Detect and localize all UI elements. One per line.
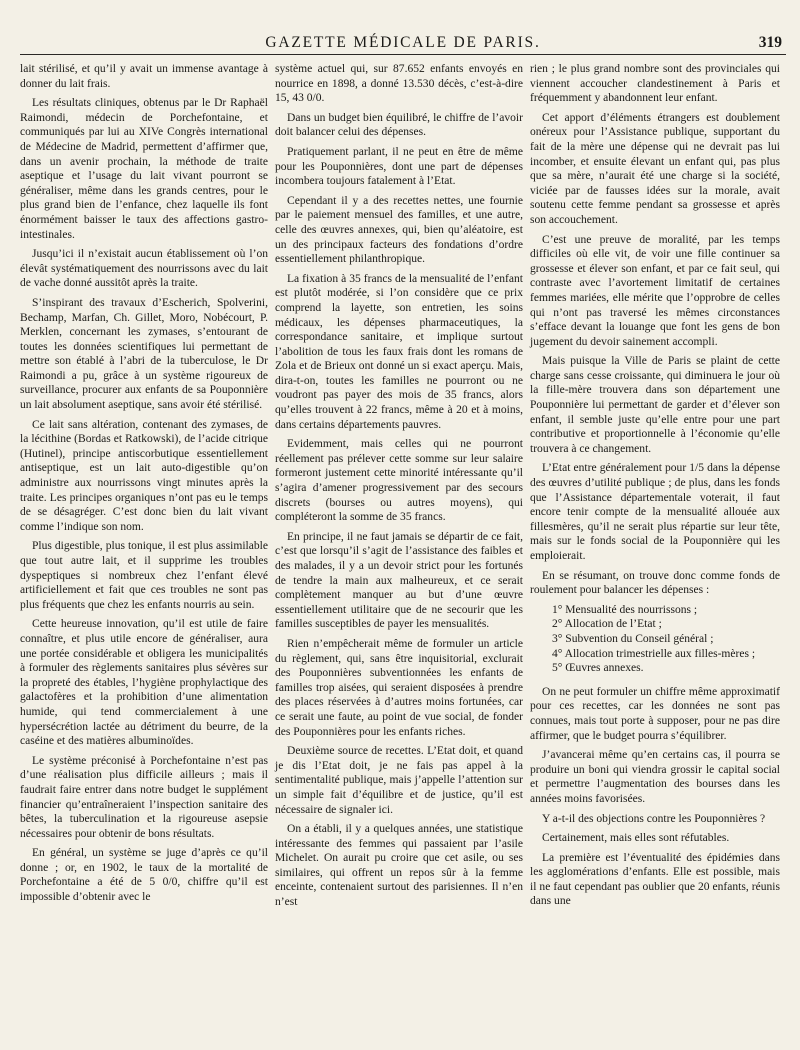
- page-header: [20, 34, 786, 55]
- paragraph: La première est l’éventualité des épidémies dans les agglomérations d’enfants. Elle est possible, mais il ne faut cependant pas oublier que 20 enfants, réunis dans une: [530, 851, 780, 908]
- paragraph: lait stérilisé, et qu’il y avait un immense avantage à donner du lait frais.: [20, 63, 268, 90]
- paragraph: Certainement, mais elles sont réfutables.: [542, 832, 730, 845]
- text-column-2: [275, 62, 523, 915]
- publication-title: GAZETTE MÉDICALE DE PARIS.: [265, 34, 541, 51]
- paragraph: Cette heureuse innovation, qu’il est utile de faire connaître, et plus utile encore de généraliser, aura une portée considérable et obligera les municipalités à formuler des règlements sanitaires plus sévères sur la propreté des étables, l’hygiène prophylactique des galactofères et la prohibition d’une alimentation humide, qui tend commercialement à une hypersécrétion lactée au détriment du beurre, de la caséine et des matières albuminoïdes.: [20, 618, 268, 748]
- paragraph: La fixation à 35 francs de la mensualité de l’enfant est plutôt modérée, si l’on considère que ce prix comprend la layette, son entretien, les soins médicaux, les dépenses pharmaceutiques, la correspondance sanitaire, et implique surtout l’abolition de tous les faux frais dont les romans de Zola et de Brieux ont donné un si exact aperçu. Mais, dira-t-on, toutes les familles ne pourront ou ne voudront pas payer des mois de 35 francs, alors qu’elles trouvent à 22 francs, même à 20 et à moins, dans certains départements pauvres.: [275, 272, 523, 431]
- paragraph: Jusqu’ici il n’existait aucun établissement où l’on élevât systématiquement des nourrissons avec du lait de vache donné aussitôt après la traite.: [20, 248, 268, 290]
- paragraph: Evidemment, mais celles qui ne pourront réellement pas prélever cette somme sur leur salaire formeront justement cette minorité intéressante qu’il s’agira d’amener progressivement par des secours discrets (bourses ou autres moyens), qui compléteront la somme de 35 francs.: [275, 438, 523, 524]
- paragraph: Deuxième source de recettes. L’Etat doit, et quand je dis l’Etat doit, je ne fais pas appel à la sentimentalité publique, mais j’appelle l’attention sur un simple fait d’équilibre et de justice, qu’il est nécessaire de signaler ici.: [275, 745, 523, 816]
- revenue-sources-list: [530, 603, 780, 676]
- paragraph: Les résultats cliniques, obtenus par le Dr Raphaël Raimondi, médecin de Porchefontaine, et communiqués par lui au XIVe Congrès international de Médecine de Madrid, permettent d’affirmer que, dans un avenir prochain, la méthode de traite aseptique et l’usage du lait vivant pourront se généraliser, même dans les grands centres, pour le plus grand bien de l’enfance, chez laquelle ils font énormément baisser le taux des affections gastro-intestinales.: [20, 97, 268, 241]
- text-column-3: [530, 62, 780, 914]
- paragraph: Ce lait sans altération, contenant des zymases, de la lécithine (Bordas et Ratkowski), de l’acide citrique (Hutinel), principe antiscorbutique essentiellement antiseptique, est un lait auto-digestible qu’on administre aux nourrissons vingt minutes après la traite. Les principes organiques n’ont pas eu le temps de se désagréger. C’est donc bien du lait vivant comme l’indique son nom.: [20, 418, 268, 533]
- paragraph: Y a-t-il des objections contre les Pouponnières ?: [542, 812, 766, 825]
- paragraph: En principe, il ne faut jamais se départir de ce fait, c’est que lorsqu’il s’agit de l’assistance des faibles et des malades, il y a un devoir strict pour les fortunés de tendre la main aux malheureux, et ce serait complètement manquer au but d’une œuvre essentiellement utilitaire que de ne secourir que les familles susceptibles de payer les mensualités.: [275, 530, 523, 631]
- page-number: 319: [758, 34, 782, 51]
- list-item: 5° Œuvres annexes.: [552, 662, 644, 675]
- paragraph: Plus digestible, plus tonique, il est plus assimilable que tout autre lait, et il supprime les troubles dyspeptiques si nombreux chez l’enfant élevé artificiellement et fait que ces troubles ne sont pas plus fréquents que chez les enfants nourris au sein.: [20, 540, 268, 611]
- paragraph: En se résumant, on trouve donc comme fonds de roulement pour balancer les dépenses :: [530, 569, 780, 597]
- paragraph: système actuel qui, sur 87.652 enfants envoyés en nourrice en 1898, a donné 13.530 décès, c’est-à-dire 15, 43 0/0.: [275, 63, 523, 105]
- list-item: 4° Allocation trimestrielle aux filles-mères ;: [552, 647, 756, 660]
- list-item: 3° Subvention du Conseil général ;: [552, 632, 714, 645]
- text-column-1: [20, 62, 268, 910]
- paragraph: Pratiquement parlant, il ne peut en être de même pour les Pouponnières, dont une part de dépenses incombera toujours fatalement à l’Etat.: [275, 145, 523, 188]
- paragraph: Cependant il y a des recettes nettes, une fournie par le paiement mensuel des familles, et une autre, celle des œuvres annexes, qui, bien qu’aléatoire, est un des principaux facteurs des fondations d’ordre essentiellement philanthropique.: [275, 194, 523, 266]
- paragraph: On a établi, il y a quelques années, une statistique intéressante des femmes qui passaient par l’asile Michelet. On aurait pu croire que cet asile, ou ses similaires, qui offrent un repos sûr à la femme enceinte, contenaient surtout des parisiennes. Il n’en n’est: [275, 823, 523, 909]
- list-item: 1° Mensualité des nourrissons ;: [552, 603, 698, 616]
- paragraph: En général, un système se juge d’après ce qu’il donne ; or, en 1902, le taux de la mortalité de Porchefontaine a été de 5 0/0, chiffre qu’il est impossible d’obtenir avec le: [20, 847, 268, 904]
- paragraph: Rien n’empêcherait même de formuler un article du règlement, qui, sans être inquisitorial, exclurait des Pouponnières subventionnées les enfants de familles trop aisées, qui seraient disposées à prendre des places réservées à d’autres moins fortunées, car ce serait une faute, au point de vue social, de fonder des Pouponnières pour les enfants riches.: [275, 637, 523, 738]
- paragraph: Cet apport d’éléments étrangers est doublement onéreux pour l’Assistance publique, supportant du fait de la mère une dépense qui ne devrait pas lui incomber, et ensuite élevant un enfant qui, pas plus que sa mère, n’aurait été une charge si la société, viciée par de fausses idées sur la morale, avait soutenu cette femme pendant sa grossesse et après son accouchement.: [530, 111, 780, 226]
- paragraph: Mais puisque la Ville de Paris se plaint de cette charge sans cesse croissante, qui diminuera le jour où la fille-mère trouvera dans son département une Pouponnière lui permettant de garder et d’élever son enfant, il semble juste qu’elle entre pour une part contributive et proportionnelle à l’économie qu’elle trouvera à ce changement.: [530, 355, 780, 455]
- paragraph: On ne peut formuler un chiffre même approximatif pour ces recettes, car les données ne sont pas connues, mais tout porte à supposer, pour ne pas dire affirmer, que le budget pourra s’équilibrer.: [530, 685, 780, 742]
- paragraph: Dans un budget bien équilibré, le chiffre de l’avoir doit balancer celui des dépenses.: [275, 111, 523, 139]
- paragraph: S’inspirant des travaux d’Escherich, Spolverini, Bechamp, Marfan, Ch. Gillet, Moro, Nobécourt, P. Merklen, concernant les zymases, s’entourant de toutes les données scientifiques lui permettant de mettre son établé à l’abri de la tuberculose, le Dr Raimondi a pu, grâce à un système rigoureux de surveillance, procurer aux enfants de sa Pouponnière un lait absolument aseptique, sans avoir été stérilisé.: [20, 296, 268, 412]
- paragraph: L’Etat entre généralement pour 1/5 dans la dépense des œuvres d’utilité publique ; de plus, dans les fonds que l’Assistance départementale voterait, il faut encore tenir compte de la mensualité allouée aux fillesmères, qu’il ne serait plus répartie sur leur tête, mais sur le fonds social de la Pouponnière qui les emploierait.: [530, 462, 780, 562]
- paragraph: C’est une preuve de moralité, par les temps difficiles où elle vit, de voir une fille continuer sa grossesse et élever son enfant, et par ce fait seul, qui contraste avec l’avortement limitatif de certaines femmes mariées, elle mérite que l’opprobre de celles qui n’ont pas traversé les mêmes circonstances s’efface devant la louange que font les gens de bon jugement du devoir sainement accompli.: [530, 233, 780, 348]
- paragraph: Le système préconisé à Porchefontaine n’est pas d’une réalisation plus difficile ailleurs ; mais il faudrait faire entrer dans notre budget le supplément financier qu’entraîneraient l’inspection sanitaire des bêtes, la tuberculination et la rigoureuse asepsie nécessaires pour obtenir de bons résultats.: [20, 754, 268, 840]
- paragraph: J’avancerai même qu’en certains cas, il pourra se produire un boni qui viendra grossir le capital social et permettre l’augmentation des bourses dans les années moins favorisées.: [530, 749, 780, 805]
- list-item: 2° Allocation de l’Etat ;: [552, 618, 662, 631]
- paragraph: rien ; le plus grand nombre sont des provinciales qui viennent accoucher clandestinement à Paris et fréquemment y abandonnent leur enfant.: [530, 63, 780, 105]
